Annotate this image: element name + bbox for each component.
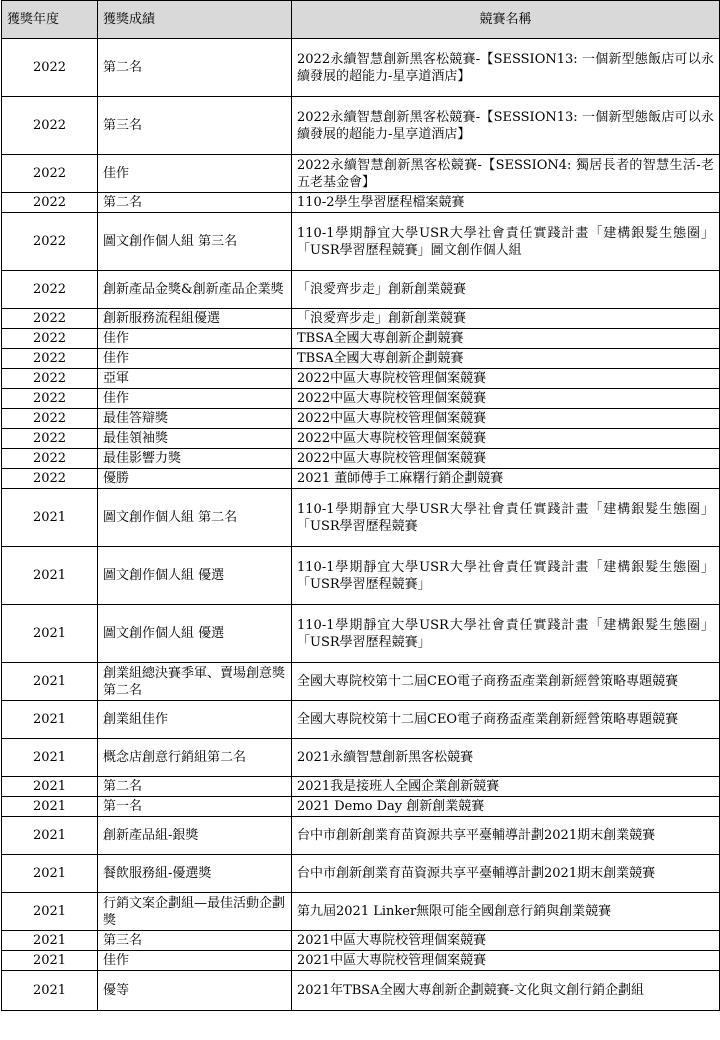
result-cell: 優等	[98, 971, 292, 1011]
year-cell: 2021	[2, 817, 98, 855]
competition-cell: 2022中區大專院校管理個案競賽	[292, 449, 720, 469]
result-cell: 第三名	[98, 97, 292, 155]
competition-cell: 110-1學期靜宜大學USR大學社會責任實踐計畫「建構銀髮生態圈」「USR學習歷程競賽	[292, 489, 720, 547]
table-row	[2, 429, 720, 449]
table-row	[2, 663, 720, 701]
competition-cell: 2021中區大專院校管理個案競賽	[292, 951, 720, 971]
awards-table	[1, 0, 720, 1011]
table-row	[2, 951, 720, 971]
competition-cell: 全國大專院校第十二屆CEO電子商務盃產業創新經營策略專題競賽	[292, 701, 720, 739]
table-row	[2, 931, 720, 951]
table-row	[2, 605, 720, 663]
competition-cell: TBSA全國大專創新企劃競賽	[292, 349, 720, 369]
competition-cell: 全國大專院校第十二屆CEO電子商務盃產業創新經營策略專題競賽	[292, 663, 720, 701]
header-row	[2, 1, 720, 39]
result-cell: 佳作	[98, 155, 292, 193]
year-cell: 2022	[2, 213, 98, 271]
table-row	[2, 389, 720, 409]
year-cell: 2021	[2, 951, 98, 971]
table-row	[2, 97, 720, 155]
header-result: 獲獎成績	[98, 1, 292, 39]
result-cell: 最佳影響力獎	[98, 449, 292, 469]
result-cell: 圖文創作個人組 優選	[98, 547, 292, 605]
header-year: 獲獎年度	[2, 1, 98, 39]
competition-cell: 台中市創新創業育苗資源共享平臺輔導計劃2021期末創業競賽	[292, 817, 720, 855]
competition-cell: 2021 董師傅手工麻糬行銷企劃競賽	[292, 469, 720, 489]
year-cell: 2022	[2, 271, 98, 309]
result-cell: 佳作	[98, 349, 292, 369]
result-cell: 創新服務流程組優選	[98, 309, 292, 329]
table-row	[2, 329, 720, 349]
result-cell: 圖文創作個人組 第二名	[98, 489, 292, 547]
year-cell: 2022	[2, 155, 98, 193]
year-cell: 2021	[2, 489, 98, 547]
year-cell: 2022	[2, 193, 98, 213]
year-cell: 2021	[2, 777, 98, 797]
result-cell: 圖文創作個人組 第三名	[98, 213, 292, 271]
result-cell: 行銷文案企劃組—最佳活動企劃獎	[98, 893, 292, 931]
year-cell: 2021	[2, 701, 98, 739]
year-cell: 2021	[2, 739, 98, 777]
competition-cell: 2021年TBSA全國大專創新企劃競賽-文化與文創行銷企劃組	[292, 971, 720, 1011]
result-cell: 第二名	[98, 39, 292, 97]
result-cell: 創新產品金獎&創新產品企業獎	[98, 271, 292, 309]
year-cell: 2021	[2, 855, 98, 893]
competition-cell: 2022中區大專院校管理個案競賽	[292, 389, 720, 409]
competition-cell: 2022中區大專院校管理個案競賽	[292, 369, 720, 389]
result-cell: 佳作	[98, 389, 292, 409]
result-cell: 第一名	[98, 797, 292, 817]
year-cell: 2022	[2, 369, 98, 389]
result-cell: 最佳答辯獎	[98, 409, 292, 429]
competition-cell: 2021我是接班人全國企業創新競賽	[292, 777, 720, 797]
competition-cell: 2021 Demo Day 創新創業競賽	[292, 797, 720, 817]
result-cell: 圖文創作個人組 優選	[98, 605, 292, 663]
year-cell: 2021	[2, 971, 98, 1011]
competition-cell: 2022永續智慧創新黑客松競賽-【SESSION13: 一個新型態飯店可以永續發展的超能力-星享道酒店】	[292, 97, 720, 155]
year-cell: 2022	[2, 97, 98, 155]
result-cell: 第三名	[98, 931, 292, 951]
year-cell: 2022	[2, 429, 98, 449]
table-row	[2, 213, 720, 271]
table-row	[2, 155, 720, 193]
result-cell: 餐飲服務組-優選獎	[98, 855, 292, 893]
competition-cell: 110-1學期靜宜大學USR大學社會責任實踐計畫「建構銀髮生態圈」「USR學習歷程競賽」圖文創作個人組	[292, 213, 720, 271]
year-cell: 2022	[2, 329, 98, 349]
year-cell: 2021	[2, 893, 98, 931]
year-cell: 2022	[2, 469, 98, 489]
year-cell: 2022	[2, 409, 98, 429]
table-row	[2, 489, 720, 547]
result-cell: 佳作	[98, 329, 292, 349]
result-cell: 優勝	[98, 469, 292, 489]
result-cell: 第二名	[98, 777, 292, 797]
result-cell: 佳作	[98, 951, 292, 971]
year-cell: 2021	[2, 605, 98, 663]
table-row	[2, 369, 720, 389]
result-cell: 創業組總決賽季軍、賣場創意獎第二名	[98, 663, 292, 701]
competition-cell: 2022中區大專院校管理個案競賽	[292, 409, 720, 429]
competition-cell: 110-1學期靜宜大學USR大學社會責任實踐計畫「建構銀髮生態圈」「USR學習歷程競賽」	[292, 547, 720, 605]
competition-cell: 「浪愛齊步走」創新創業競賽	[292, 271, 720, 309]
competition-cell: 「浪愛齊步走」創新創業競賽	[292, 309, 720, 329]
table-row	[2, 817, 720, 855]
table-row	[2, 193, 720, 213]
year-cell: 2022	[2, 309, 98, 329]
table-row	[2, 971, 720, 1011]
table-row	[2, 701, 720, 739]
table-row	[2, 349, 720, 369]
table-row	[2, 469, 720, 489]
competition-cell: 2021永續智慧創新黑客松競賽	[292, 739, 720, 777]
competition-cell: 第九屆2021 Linker無限可能全國創意行銷與創業競賽	[292, 893, 720, 931]
competition-cell: 2021中區大專院校管理個案競賽	[292, 931, 720, 951]
result-cell: 亞軍	[98, 369, 292, 389]
table-row	[2, 39, 720, 97]
result-cell: 最佳領袖獎	[98, 429, 292, 449]
year-cell: 2022	[2, 39, 98, 97]
year-cell: 2021	[2, 663, 98, 701]
competition-cell: 2022永續智慧創新黑客松競賽-【SESSION4: 獨居長者的智慧生活-老五老基金會】	[292, 155, 720, 193]
table-row	[2, 739, 720, 777]
competition-cell: TBSA全國大專創新企劃競賽	[292, 329, 720, 349]
year-cell: 2022	[2, 449, 98, 469]
competition-cell: 2022中區大專院校管理個案競賽	[292, 429, 720, 449]
year-cell: 2021	[2, 797, 98, 817]
table-row	[2, 855, 720, 893]
table-row	[2, 893, 720, 931]
result-cell: 創新產品組-銀獎	[98, 817, 292, 855]
year-cell: 2022	[2, 389, 98, 409]
table-row	[2, 777, 720, 797]
year-cell: 2021	[2, 547, 98, 605]
competition-cell: 2022永續智慧創新黑客松競賽-【SESSION13: 一個新型態飯店可以永續發展的超能力-星享道酒店】	[292, 39, 720, 97]
competition-cell: 110-1學期靜宜大學USR大學社會責任實踐計畫「建構銀髮生態圈」「USR學習歷程競賽」	[292, 605, 720, 663]
result-cell: 第二名	[98, 193, 292, 213]
header-competition: 競賽名稱	[292, 1, 720, 39]
table-row	[2, 309, 720, 329]
competition-cell: 台中市創新創業育苗資源共享平臺輔導計劃2021期末創業競賽	[292, 855, 720, 893]
result-cell: 概念店創意行銷組第二名	[98, 739, 292, 777]
table-row	[2, 409, 720, 429]
table-row	[2, 271, 720, 309]
table-row	[2, 797, 720, 817]
year-cell: 2021	[2, 931, 98, 951]
year-cell: 2022	[2, 349, 98, 369]
table-row	[2, 449, 720, 469]
competition-cell: 110-2學生學習歷程檔案競賽	[292, 193, 720, 213]
result-cell: 創業組佳作	[98, 701, 292, 739]
table-row	[2, 547, 720, 605]
